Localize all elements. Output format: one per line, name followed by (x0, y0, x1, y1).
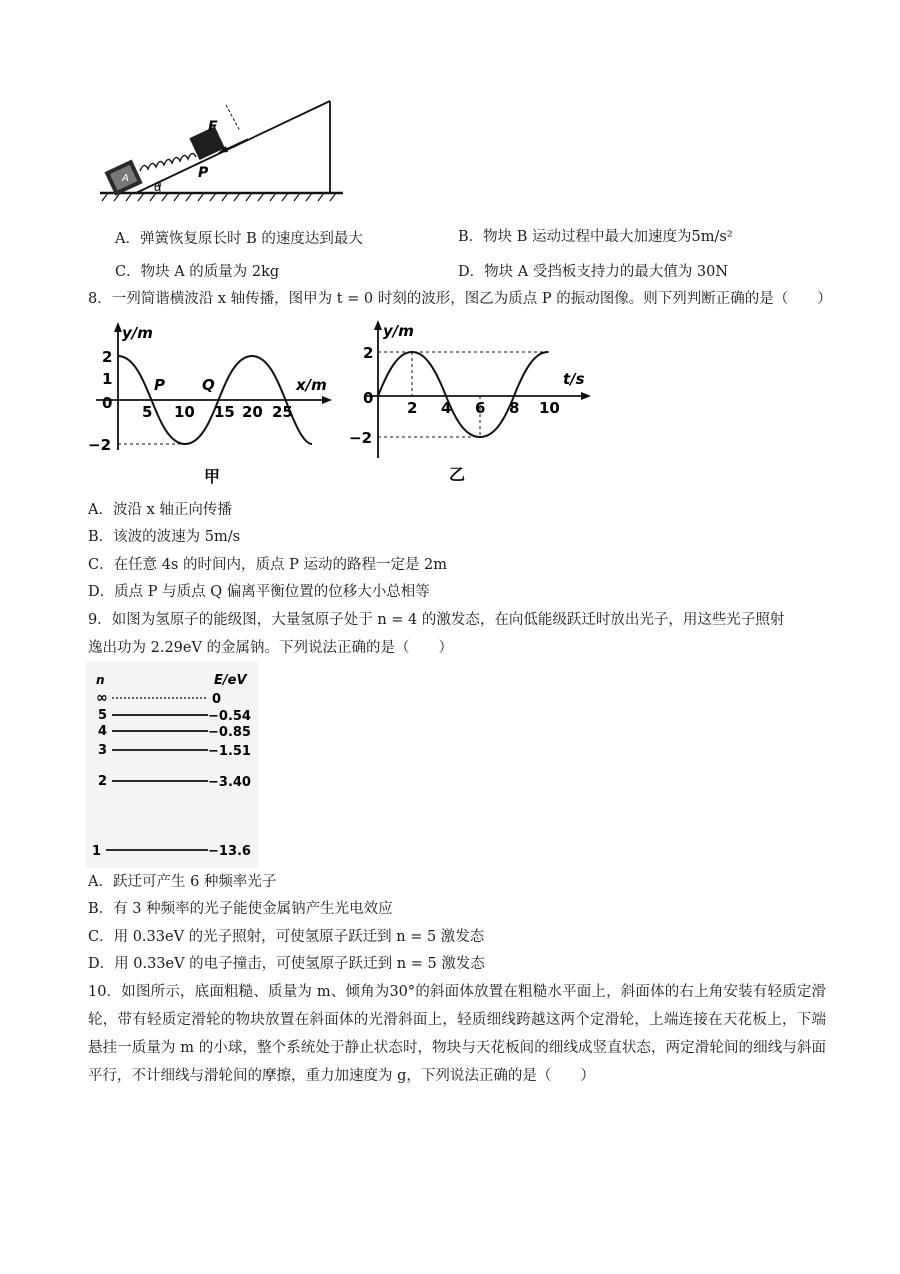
q9-option-b: B．有 3 种频率的光子能使金属钠产生光电效应 (88, 901, 393, 917)
q7-option-a: A．弹簧恢复原长时 B 的速度达到最大 (115, 231, 363, 247)
q9-level-e-5: −0.54 (208, 709, 251, 724)
q8-option-c: C．在任意 4s 的时间内，质点 P 运动的路程一定是 2m (88, 557, 448, 573)
q8-jia-ytick-0: 0 (102, 394, 113, 412)
q9-level-n-inf: ∞ (96, 690, 108, 706)
q10-stem: 10．如图所示，底面粗糙、质量为 m、倾角为30°的斜面体放置在粗糙水平面上，斜面体的右上角安装有轻质定滑轮，带有轻质定滑轮的物块放置在斜面体的光滑斜面上，轻质细线跨越这两个定滑轮，上端连接在天花板上，下端悬挂一质量为 m 的小球，整个系统处于静止状态时，物块与天花板间的细线成竖直状态，两定滑轮间的细线与斜面平行，不计细线与滑轮间的摩擦，重力加速度为 g，下列说法正确的是（ ） (88, 984, 826, 1084)
q8-yi-ytick-0: 0 (363, 389, 374, 407)
q8-option-a: A．波沿 x 轴正向传播 (88, 502, 232, 518)
q9-level-n-5: 5 (98, 708, 108, 723)
q8-jia-xtick-15: 15 (214, 403, 235, 421)
q7-option-b: B．物块 B 运动过程中最大加速度为5m/s² (458, 229, 733, 245)
q8-yi-caption: 乙 (449, 465, 466, 484)
q8-jia-point-q: Q (202, 376, 215, 394)
q8-option-d: D．质点 P 与质点 Q 偏离平衡位置的位移大小总相等 (88, 584, 430, 600)
q8-jia-xtick-5: 5 (142, 403, 153, 421)
q8-yi-ylabel: y/m (383, 322, 414, 340)
q8-jia-ytick-neg2: −2 (88, 436, 112, 454)
q9-level-n-3: 3 (98, 743, 108, 758)
q7-option-d: D．物块 A 受挡板支持力的最大值为 30N (458, 264, 729, 280)
q9-level-n-2: 2 (98, 774, 108, 789)
q7-label-F: F (208, 119, 218, 135)
q8-jia-ylabel: y/m (122, 324, 153, 342)
q8-option-b: B．该波的波速为 5m/s (88, 529, 241, 545)
q7-incline-figure (98, 95, 348, 210)
q8-yi-xtick-6: 6 (475, 399, 486, 417)
q9-option-c: C．用 0.33eV 的光子照射，可使氢原子跃迁到 n = 5 激发态 (88, 929, 485, 945)
q9-level-e-3: −1.51 (208, 744, 251, 759)
q9-level-e-1: −13.6 (208, 844, 251, 859)
q8-jia-xtick-20: 20 (242, 403, 263, 421)
q9-level-n-4: 4 (98, 724, 108, 739)
q8-vibration-graph-yi (345, 316, 595, 490)
q7-label-theta: θ (154, 180, 162, 194)
q7-option-c: C．物块 A 的质量为 2kg (115, 264, 280, 280)
q8-yi-ytick-neg2: −2 (349, 429, 373, 447)
q8-yi-ytick-2: 2 (363, 344, 374, 362)
q9-e-header: E/eV (214, 673, 247, 688)
q8-jia-point-p: P (154, 376, 165, 394)
q9-option-d: D．用 0.33eV 的电子撞击，可使氢原子跃迁到 n = 5 激发态 (88, 956, 485, 972)
q8-yi-xtick-2: 2 (407, 399, 418, 417)
q9-level-e-2: −3.40 (208, 775, 251, 790)
q8-jia-xtick-10: 10 (174, 403, 195, 421)
q7-label-A: A (122, 173, 129, 184)
q9-stem-line-1: 9．如图为氢原子的能级图，大量氢原子处于 n = 4 的激发态，在向低能级跃迁时放出光子，用这些光子照射 (88, 612, 785, 628)
q8-yi-xlabel: t/s (563, 370, 585, 388)
q9-n-header: n (96, 673, 105, 687)
q8-yi-xtick-4: 4 (441, 399, 452, 417)
q8-jia-xtick-25: 25 (272, 403, 293, 421)
q9-stem-line-2: 逸出功为 2.29eV 的金属钠。下列说法正确的是（ ） (88, 640, 454, 656)
q8-yi-xtick-8: 8 (509, 399, 520, 417)
q8-yi-xtick-10: 10 (539, 399, 560, 417)
q7-label-P: P (198, 165, 209, 181)
q9-option-a: A．跃迁可产生 6 种频率光子 (88, 874, 277, 890)
q9-energy-level-diagram (86, 662, 258, 868)
q8-jia-caption: 甲 (204, 467, 221, 486)
q9-level-e-4: −0.85 (208, 725, 251, 740)
q8-stem: 8．一列简谐横波沿 x 轴传播，图甲为 t = 0 时刻的波形，图乙为质点 P 的振动图像。则下列判断正确的是（ ） (88, 291, 832, 307)
q9-level-e-inf: 0 (212, 692, 222, 707)
q8-wave-graph-jia (86, 318, 336, 490)
q8-jia-ytick-2: 2 (102, 348, 113, 366)
q8-jia-xlabel: x/m (296, 376, 327, 394)
q9-level-n-1: 1 (92, 844, 102, 859)
q8-jia-ytick-1: 1 (102, 370, 113, 388)
